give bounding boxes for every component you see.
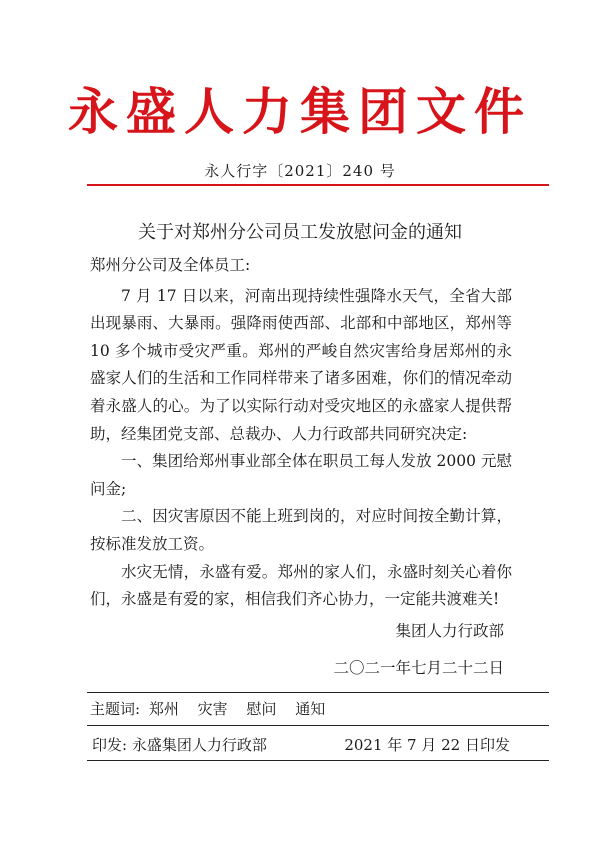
subject-keyword: 灾害 <box>197 700 228 718</box>
subject-line <box>90 698 339 719</box>
footer-bottom-rule <box>87 760 549 761</box>
subject-keyword: 郑州 <box>148 700 179 718</box>
salutation: 郑州分公司及全体员工: <box>90 256 251 274</box>
subject-label: 主题词: <box>90 700 141 718</box>
subject-keyword: 通知 <box>295 700 326 718</box>
header-red-rule <box>87 184 549 186</box>
notice-body <box>90 252 512 683</box>
paragraph-closing: 水灾无情，永盛有爱。郑州的家人们，永盛时刻关心着你们，永盛是有爱的家，相信我们齐心协力，一定能共渡难关! <box>90 562 512 609</box>
document-header-title: 永盛人力集团文件 <box>68 82 532 141</box>
paragraph-intro: 7 月 17 日以来，河南出现持续性强降水天气，全省大部出现暴雨、大暴雨。强降雨使西部、北部和中部地区，郑州等 10 多个城市受灾严重。郑州的严峻自然灾害给身居郑州的永盛家人们的生活和工作同样带来了诸多困难，你们的情况牵动着永盛人的心。为了以实际行动对受灾地区的永盛家人提供帮助，经集团党支部、总裁办、人力行政部共同研究决定: <box>90 286 512 443</box>
footer-issue-date: 2021 年 7 月 22 日印发 <box>344 736 510 754</box>
subject-top-rule <box>87 692 549 693</box>
subject-bottom-rule <box>87 725 549 726</box>
signature: 集团人力行政部 <box>395 621 504 640</box>
paragraph-item-2: 二、因灾害原因不能上班到岗的，对应时间按全勤计算，按标准发放工资。 <box>90 507 512 553</box>
paragraph-item-1: 一、集团给郑州事业部全体在职员工每人发放 2000 元慰问金; <box>90 452 512 498</box>
footer-issuer: 印发: 永盛集团人力行政部 <box>92 736 267 754</box>
subject-keyword: 慰问 <box>246 700 277 718</box>
document-number: 永人行字〔2021〕240 号 <box>204 162 396 180</box>
notice-title: 关于对郑州分公司员工发放慰问金的通知 <box>138 222 462 243</box>
signature-date: 二〇二一年七月二十二日 <box>333 659 504 678</box>
